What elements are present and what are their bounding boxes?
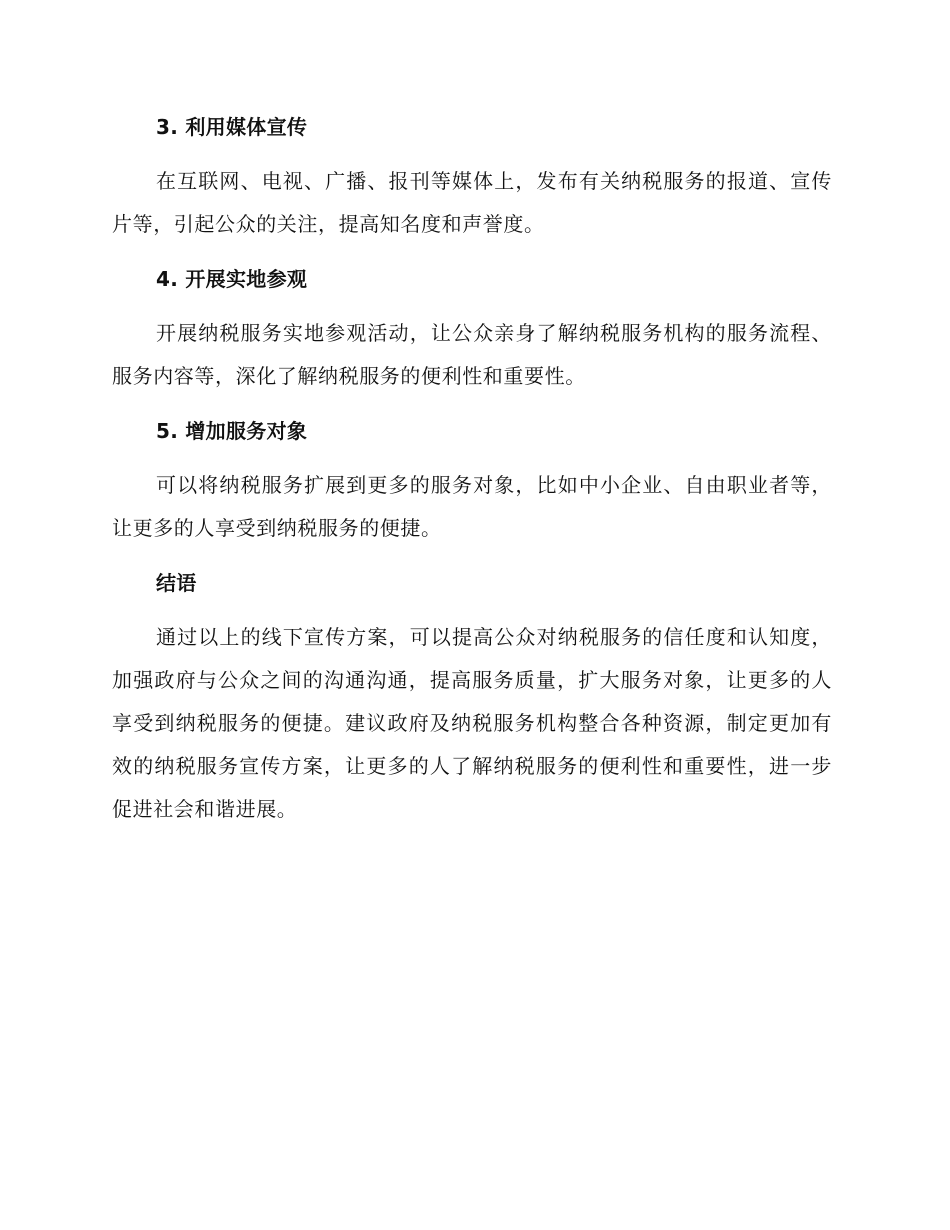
section-heading: 3. 利用媒体宣传 xyxy=(156,115,308,139)
section-conclusion xyxy=(112,564,832,831)
section-paragraph: 在互联网、电视、广播、报刊等媒体上，发布有关纳税服务的报道、宣传片等，引起公众的关注，提高知名度和声誉度。 xyxy=(112,169,832,236)
section-expand-service xyxy=(112,412,832,550)
section-paragraph: 通过以上的线下宣传方案，可以提高公众对纳税服务的信任度和认知度，加强政府与公众之间的沟通沟通，提高服务质量，扩大服务对象，让更多的人享受到纳税服务的便捷。建议政府及纳税服务机构整合各种资源，制定更加有效的纳税服务宣传方案，让更多的人了解纳税服务的便利性和重要性，进一步促进社会和谐进展。 xyxy=(112,625,832,821)
section-heading: 结语 xyxy=(156,571,197,595)
document-body xyxy=(112,108,832,845)
section-heading: 4. 开展实地参观 xyxy=(156,267,308,291)
section-media-promotion xyxy=(112,108,832,246)
section-site-visit xyxy=(112,260,832,398)
section-paragraph: 可以将纳税服务扩展到更多的服务对象，比如中小企业、自由职业者等，让更多的人享受到纳税服务的便捷。 xyxy=(112,473,832,540)
section-paragraph: 开展纳税服务实地参观活动，让公众亲身了解纳税服务机构的服务流程、服务内容等，深化了解纳税服务的便利性和重要性。 xyxy=(112,321,832,388)
section-heading: 5. 增加服务对象 xyxy=(156,419,308,443)
